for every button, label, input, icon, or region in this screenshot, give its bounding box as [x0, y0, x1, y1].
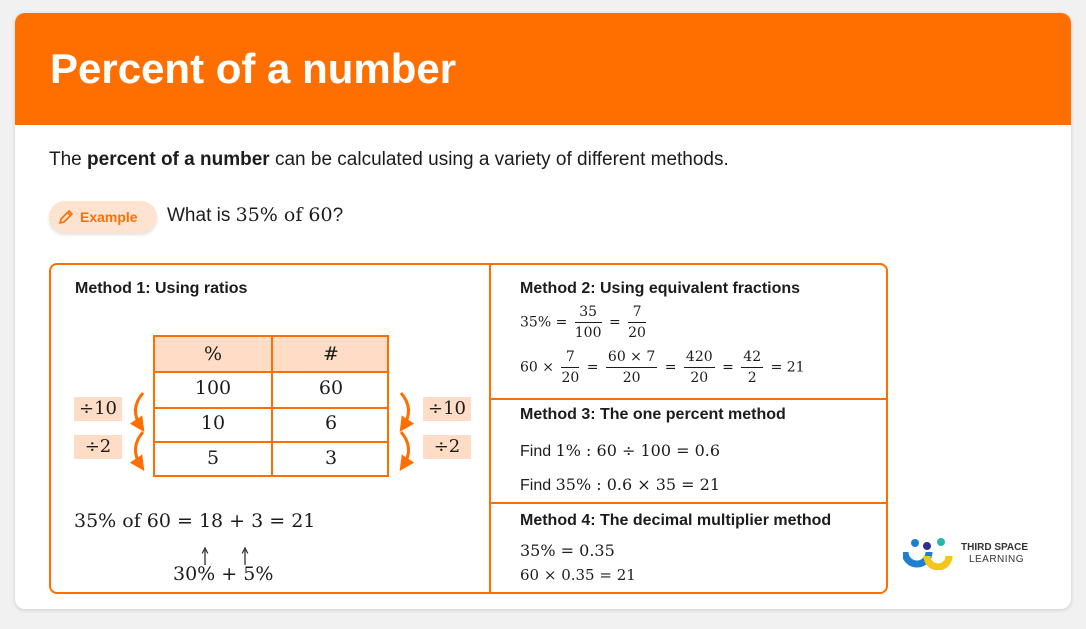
question-suffix: ?	[332, 205, 344, 226]
left-divide-2: ÷2	[74, 435, 122, 459]
m2l2-lhs: 60 ×	[520, 359, 554, 376]
right-divide-10: ÷10	[423, 397, 471, 421]
m2l1-lhs: 35% =	[520, 314, 568, 331]
m3l1-calc: : 60 ÷ 100 = 0.6	[580, 441, 721, 460]
logo-line1: THIRD SPACE	[961, 542, 1029, 553]
methods-panel	[49, 263, 888, 594]
method2-line2	[520, 349, 805, 386]
denominator: 20	[561, 370, 580, 386]
fraction	[684, 349, 715, 386]
logo-text	[961, 542, 1032, 566]
m3l2-pct: 35%	[555, 475, 592, 494]
ratio-cell: 5	[206, 447, 220, 469]
intro-prefix: The	[49, 149, 88, 170]
intro-text	[49, 149, 729, 171]
ratio-cell: 10	[200, 412, 226, 434]
equals: =	[722, 359, 734, 376]
method3-heading: Method 3: The one percent method	[520, 406, 786, 423]
fraction	[561, 349, 579, 386]
logo-line2: LEARNING	[968, 554, 1025, 565]
pencil-icon	[57, 208, 75, 226]
denominator: 100	[574, 325, 602, 341]
example-question	[167, 204, 343, 227]
method1-equation: 35% of 60 = 18 + 3 = 21	[74, 510, 316, 532]
method4-line1: 35% = 0.35	[520, 541, 615, 560]
method3-line2	[520, 475, 720, 495]
denominator: 2	[747, 370, 757, 386]
intro-bold: percent of a number	[87, 149, 270, 170]
third-space-learning-logo	[903, 538, 955, 570]
fraction	[575, 304, 602, 341]
method4-heading: Method 4: The decimal multiplier method	[520, 512, 832, 529]
method3-line1	[520, 441, 720, 461]
method1-breakdown: 30% + 5%	[173, 563, 274, 585]
equals: =	[586, 359, 599, 376]
fraction	[606, 349, 657, 386]
numerator: 7	[628, 304, 646, 323]
ratio-header-percent: %	[203, 343, 223, 365]
method4-line2: 60 × 0.35 = 21	[520, 566, 636, 584]
m3l2-calc: : 0.6 × 35 = 21	[591, 475, 721, 494]
fraction	[628, 304, 646, 341]
right-divide-2: ÷2	[423, 435, 471, 459]
ratio-cell: 100	[194, 377, 232, 399]
denominator: 20	[690, 370, 709, 386]
left-arrow-2	[135, 432, 143, 466]
numerator: 420	[684, 349, 715, 368]
intro-suffix: can be calculated using a variety of different methods.	[269, 149, 729, 170]
left-arrow-1	[135, 393, 143, 427]
m2l2-result: = 21	[770, 359, 805, 376]
example-badge	[49, 201, 157, 233]
divider-method3-4	[491, 502, 886, 504]
m3l2-label: Find	[520, 477, 556, 494]
denominator: 20	[628, 325, 646, 341]
ratio-arrows	[51, 265, 491, 592]
numerator: 60 × 7	[606, 349, 657, 368]
ratio-header-number: #	[323, 343, 339, 365]
m3l1-label: Find	[520, 443, 556, 460]
divider-method2-3	[491, 398, 886, 400]
method2-heading: Method 2: Using equivalent fractions	[520, 280, 801, 297]
page-title: Percent of a number	[50, 45, 457, 92]
question-math: 35% of 60	[235, 204, 333, 226]
numerator: 42	[741, 349, 763, 368]
left-divide-10: ÷10	[74, 397, 122, 421]
method1-heading: Method 1: Using ratios	[75, 280, 248, 297]
ratio-cell: 6	[324, 412, 338, 434]
equals: =	[608, 314, 621, 331]
numerator: 35	[575, 304, 602, 323]
right-arrow-1	[401, 393, 409, 427]
example-label: Example	[80, 209, 138, 225]
lesson-card	[15, 13, 1071, 609]
equals: =	[664, 359, 677, 376]
denominator: 20	[622, 370, 641, 386]
numerator: 7	[561, 349, 579, 368]
ratio-cell: 3	[324, 447, 338, 469]
ratio-cell: 60	[318, 377, 344, 399]
right-arrow-2	[401, 432, 409, 466]
question-prefix: What is	[167, 205, 236, 226]
method2-line1	[520, 304, 649, 341]
fraction	[741, 349, 763, 386]
header-banner	[15, 13, 1071, 125]
m3l1-pct: 1%	[555, 441, 581, 460]
